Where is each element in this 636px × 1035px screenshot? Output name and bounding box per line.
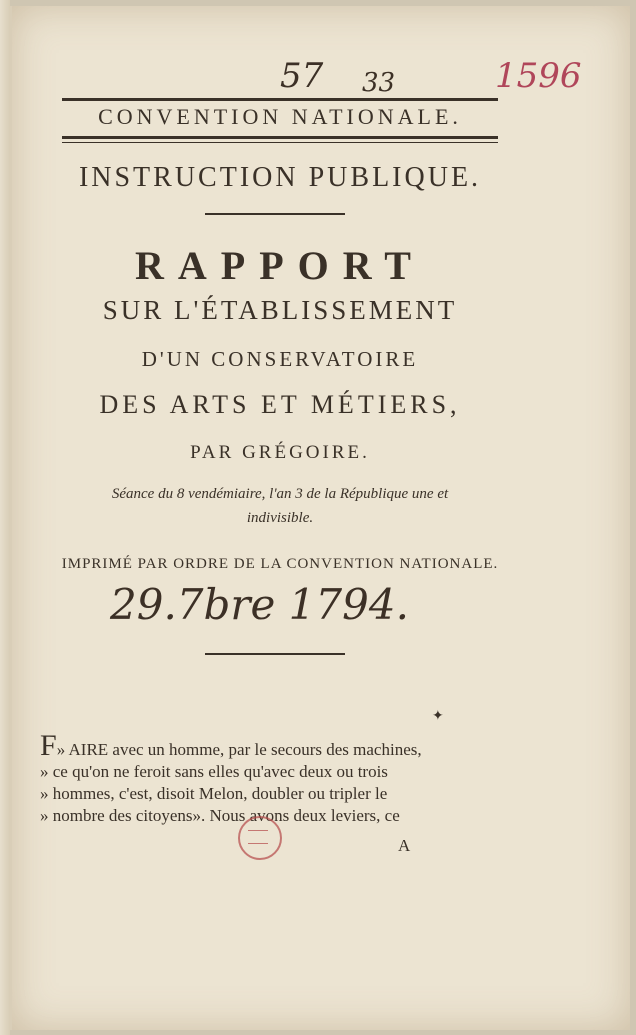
header-rule-bottom-thin bbox=[62, 142, 498, 143]
title-rapport: RAPPORT bbox=[135, 243, 425, 288]
drop-cap: F bbox=[40, 729, 57, 762]
title-line-1: SUR L'ÉTABLISSEMENT bbox=[102, 295, 458, 325]
session-line-2: indivisible. bbox=[246, 510, 314, 526]
imprint-line: IMPRIMÉ PAR ORDRE DE LA CONVENTION NATIONALE. bbox=[61, 556, 499, 572]
handwritten-red-number: 1596 bbox=[495, 56, 582, 96]
signature-mark: A bbox=[398, 836, 411, 855]
section-divider bbox=[205, 213, 345, 215]
binding-edge bbox=[0, 0, 10, 1035]
top-rule bbox=[62, 98, 498, 101]
handwritten-shelf-number-2: 33 bbox=[362, 68, 396, 98]
body-line: F» AIRE avec un homme, par le secours des machines, bbox=[40, 729, 422, 762]
body-line: » hommes, c'est, disoit Melon, doubler ou tripler le bbox=[40, 784, 388, 803]
session-line-1: Séance du 8 vendémiaire, l'an 3 de la République une et bbox=[111, 486, 449, 502]
body-line: » nombre des citoyens». Nous avons deux leviers, ce bbox=[40, 806, 400, 825]
session-note bbox=[40, 482, 520, 530]
title-line-2: D'UN CONSERVATOIRE bbox=[141, 347, 419, 371]
handwritten-shelf-number: 57 bbox=[280, 56, 324, 96]
section-heading: INSTRUCTION PUBLIQUE. bbox=[78, 162, 482, 193]
ornament-mark: ✦ bbox=[432, 709, 444, 724]
author-line: PAR GRÉGOIRE. bbox=[190, 442, 370, 463]
title-line-3: DES ARTS ET MÉTIERS, bbox=[99, 390, 461, 419]
header-rule-bottom bbox=[62, 136, 498, 139]
body-paragraph bbox=[40, 729, 510, 827]
date-divider bbox=[205, 653, 345, 655]
body-line: » ce qu'on ne feroit sans elles qu'avec deux ou trois bbox=[40, 762, 388, 781]
convention-heading: CONVENTION NATIONALE. bbox=[98, 104, 462, 129]
library-stamp-icon bbox=[238, 816, 282, 860]
handwritten-date: 29.7bre 1794. bbox=[110, 580, 409, 629]
